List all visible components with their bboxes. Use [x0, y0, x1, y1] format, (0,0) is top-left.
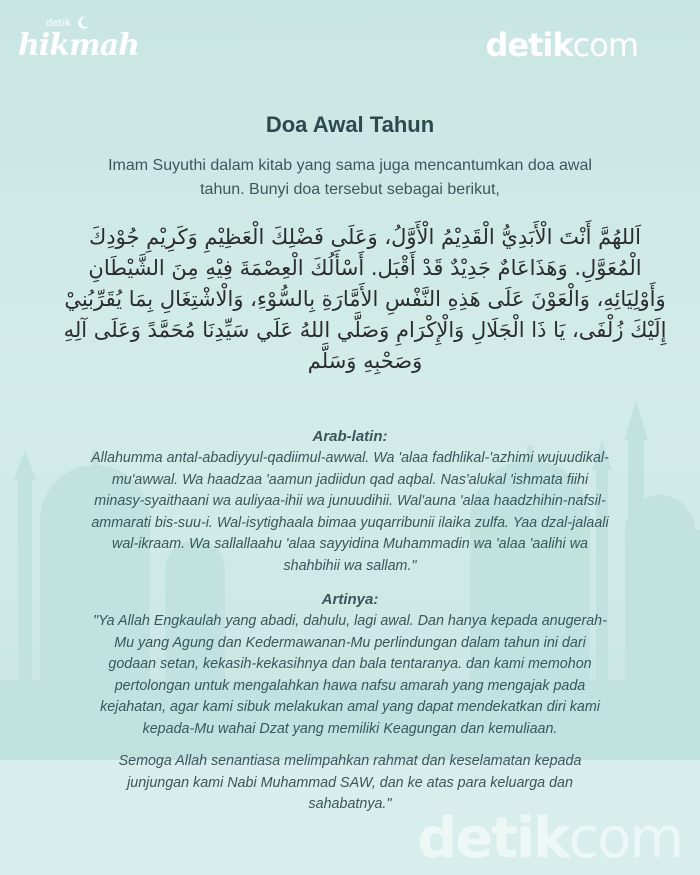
watermark-com: com: [568, 806, 682, 871]
hikmah-logo-text: hikmah: [18, 28, 139, 63]
detik-logo-com: com: [572, 26, 638, 64]
detik-logo-bold: detik: [485, 26, 573, 64]
intro-text: Imam Suyuthi dalam kitab yang sama juga mencantumkan doa awal tahun. Bunyi doa tersebut sebagai berikut,: [108, 157, 592, 198]
latin-heading: Arab-latin:: [312, 428, 388, 445]
detikcom-watermark: [417, 806, 682, 871]
translation-text: "Ya Allah Engkaulah yang abadi, dahulu, lagi awal. Dan hanya kepada anugerah-Mu yang Agung dan Kedermawanan-Mu perlindungan dalam tahun ini dari godaan setan, kekasih-kekasihnya dan bala tentaranya. dan kami memohon pertolongan untuk mengalahkan hawa nafsu amarah yang mengajak pada kejahatan, agar kami sibuk melakukan amal yang dapat mendekatkan diri kami kepada-Mu wahai Dzat yang memiliki Keagungan dan kemuliaan.: [93, 613, 607, 737]
detikcom-logo: [486, 26, 639, 64]
page-title: Doa Awal Tahun: [265, 112, 435, 137]
hikmah-logo: [18, 14, 138, 62]
arabic-prayer: اَللهُمَّ أَنْتَ الْأَبَدِيُّ الْقَدِيْمُ الْأَوَّلُ، وَعَلَى فَضْلِكَ الْعَظِيْمِ وَكَرِيْمِ جُوْدِكَ الْمُعَوَّلِ. وَهَذَاعَامٌ جَدِيْدٌ قَدْ أَقْبَل. أَسْأَلُكَ الْعِصْمَةَ فِيْهِ مِنَ الشَّيْطَانِ وَأَوْلِيَائِهِ، وَالْعَوْنَ عَلَى هَذِهِ النَّفْسِ الأَمَّارَةِ بِالسُّوْءِ، وَالْاشْتِغَالِ بِمَا يُقَرِّبُنِيْ إِلَيْكَ زُلْفَى، يَا ذَا الْجَلَالِ وَالْإِكْرَامِ وَصَلَّي اللهُ عَلَي سَيِّدِنَا مُحَمَّدً وَعَلَى آلِهِ وَصَحْبِهِ وَسَلَّم: [63, 225, 667, 373]
hikmah-logo-small: detik: [46, 18, 71, 29]
closing-text: Semoga Allah senantiasa melimpahkan rahmat dan keselamatan kepada junjungan kami Nabi Muhammad SAW, dan ke atas para keluarga dan sahabatnya.": [118, 753, 582, 812]
translation-heading: Artinya:: [321, 591, 379, 608]
watermark-bold: detik: [417, 806, 569, 871]
latin-text: Allahumma antal-abadiyyul-qadiimul-awwal. Wa 'alaa fadhlikal-'azhimi wujuudikal-mu'awwal. Wa haadzaa 'aamun jadiidun qad aqbal. Nas'alukal 'ishmata fiihi minasy-syaithaani wa auliyaa-ihii wa junuudihii. Wal'auna 'alaa haadzhihin-nafsil-ammarati bis-suu-i. Wal-isytighaala bimaa yuqarribunii ilaika zulfa. Yaa dzal-jalaali wal-ikraam. Wa sallallaahu 'alaa sayyidina Muhammadin wa 'alaa 'aalihi wa shahbihii wa sallam.": [91, 450, 609, 574]
